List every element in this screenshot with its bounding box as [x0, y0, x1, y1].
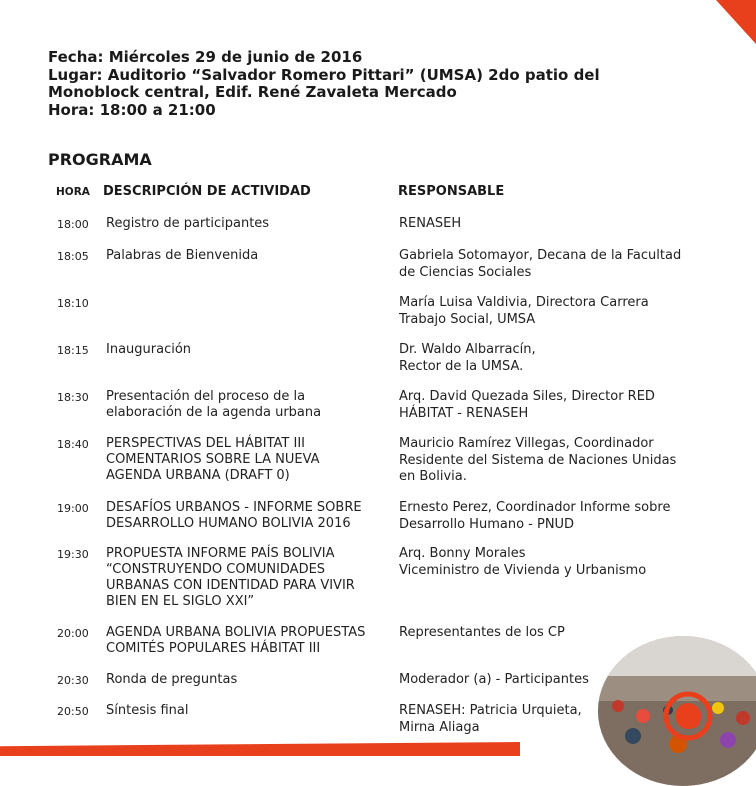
row-time: 18:30 — [57, 391, 89, 404]
row-responsible — [399, 500, 709, 533]
description-line: PERSPECTIVAS DEL HÁBITAT III — [106, 436, 305, 451]
row-time: 20:00 — [57, 627, 89, 640]
responsible-line: RENASEH: Patricia Urquieta, — [399, 703, 582, 718]
row-time: 18:10 — [57, 297, 89, 310]
event-date: Fecha: Miércoles 29 de junio de 2016 — [48, 48, 363, 66]
description-line: DESARROLLO HUMANO BOLIVIA 2016 — [106, 516, 351, 531]
row-responsible — [399, 342, 709, 375]
responsible-line: en Bolivia. — [399, 469, 467, 484]
description-line: Presentación del proceso de la — [106, 389, 306, 404]
description-line: COMENTARIOS SOBRE LA NUEVA — [106, 452, 320, 467]
row-description — [106, 625, 391, 657]
responsible-line: Gabriela Sotomayor, Decana de la Facultad — [399, 248, 682, 263]
row-description — [106, 436, 391, 484]
event-venue-line-2: Monoblock central, Edif. René Zavaleta Mercado — [48, 83, 457, 101]
event-info — [48, 49, 600, 119]
event-photo — [598, 636, 756, 786]
row-description — [106, 500, 391, 532]
row-description — [106, 703, 391, 719]
responsible-line: Representantes de los CP — [399, 625, 565, 640]
row-responsible — [399, 295, 709, 328]
description-line: Ronda de preguntas — [106, 672, 238, 687]
event-venue-line-1: Lugar: Auditorio “Salvador Romero Pittari” (UMSA) 2do patio del — [48, 65, 600, 84]
row-description — [106, 672, 391, 688]
description-line: elaboración de la agenda urbana — [106, 405, 322, 420]
responsible-line: Viceministro de Vivienda y Urbanismo — [399, 562, 647, 578]
responsible-line: María Luisa Valdivia, Directora Carrera — [399, 295, 649, 310]
bottom-stripe-decoration — [0, 742, 520, 756]
description-line: AGENDA URBANA BOLIVIA PROPUESTAS — [106, 625, 366, 640]
crowd-photo-illustration — [598, 636, 756, 786]
responsible-line: Mirna Aliaga — [399, 719, 480, 735]
description-line: URBANAS CON IDENTIDAD PARA VIVIR — [106, 578, 355, 593]
description-line: DESAFÍOS URBANOS - INFORME SOBRE — [106, 500, 362, 515]
row-description — [106, 546, 391, 610]
row-time: 20:30 — [57, 674, 89, 687]
description-line: BIEN EN EL SIGLO XXI” — [106, 594, 255, 609]
responsible-line: Ernesto Perez, Coordinador Informe sobre — [399, 500, 671, 515]
description-line: PROPUESTA INFORME PAÍS BOLIVIA — [106, 546, 335, 561]
description-line: Inauguración — [106, 342, 192, 357]
description-line: COMITÉS POPULARES HÁBITAT III — [106, 641, 321, 656]
row-time: 19:30 — [57, 548, 89, 561]
responsible-line: Trabajo Social, UMSA — [399, 311, 536, 327]
column-header-hora: HORA — [56, 186, 90, 198]
event-time: Hora: 18:00 a 21:00 — [48, 100, 216, 119]
description-line: Registro de participantes — [106, 216, 270, 231]
responsible-line: Mauricio Ramírez Villegas, Coordinador — [399, 436, 654, 451]
row-time: 18:00 — [57, 218, 89, 231]
program-title: PROGRAMA — [48, 150, 152, 169]
responsible-line: Rector de la UMSA. — [399, 358, 524, 374]
row-time: 20:50 — [57, 705, 89, 718]
description-line: Síntesis final — [106, 703, 189, 718]
responsible-line: Moderador (a) - Participantes — [399, 672, 589, 687]
row-time: 18:05 — [57, 250, 89, 263]
responsible-line: Desarrollo Humano - PNUD — [399, 516, 575, 532]
row-responsible — [399, 389, 709, 422]
row-responsible — [399, 436, 709, 486]
responsible-line: RENASEH — [399, 216, 462, 231]
row-time: 18:15 — [57, 344, 89, 357]
row-responsible — [399, 248, 709, 281]
description-line: “CONSTRUYENDO COMUNIDADES — [106, 562, 326, 577]
column-header-descripcion: DESCRIPCIÓN DE ACTIVIDAD — [103, 184, 311, 199]
responsible-line: Dr. Waldo Albarracín, — [399, 342, 536, 357]
responsible-line: Arq. Bonny Morales — [399, 546, 526, 561]
responsible-line: de Ciencias Sociales — [399, 264, 532, 280]
row-time: 19:00 — [57, 502, 89, 515]
row-description — [106, 389, 391, 421]
responsible-line: HÁBITAT - RENASEH — [399, 405, 529, 421]
responsible-line: Arq. David Quezada Siles, Director RED — [399, 389, 655, 404]
row-description — [106, 216, 391, 232]
row-description — [106, 342, 391, 358]
row-responsible — [399, 216, 709, 233]
responsible-line: Residente del Sistema de Naciones Unidas — [399, 452, 677, 468]
row-time: 18:40 — [57, 438, 89, 451]
description-line: Palabras de Bienvenida — [106, 248, 259, 263]
column-header-responsable: RESPONSABLE — [398, 184, 505, 199]
corner-decoration — [716, 0, 756, 44]
row-description — [106, 248, 391, 264]
row-responsible — [399, 546, 709, 579]
description-line: AGENDA URBANA (DRAFT 0) — [106, 468, 290, 483]
